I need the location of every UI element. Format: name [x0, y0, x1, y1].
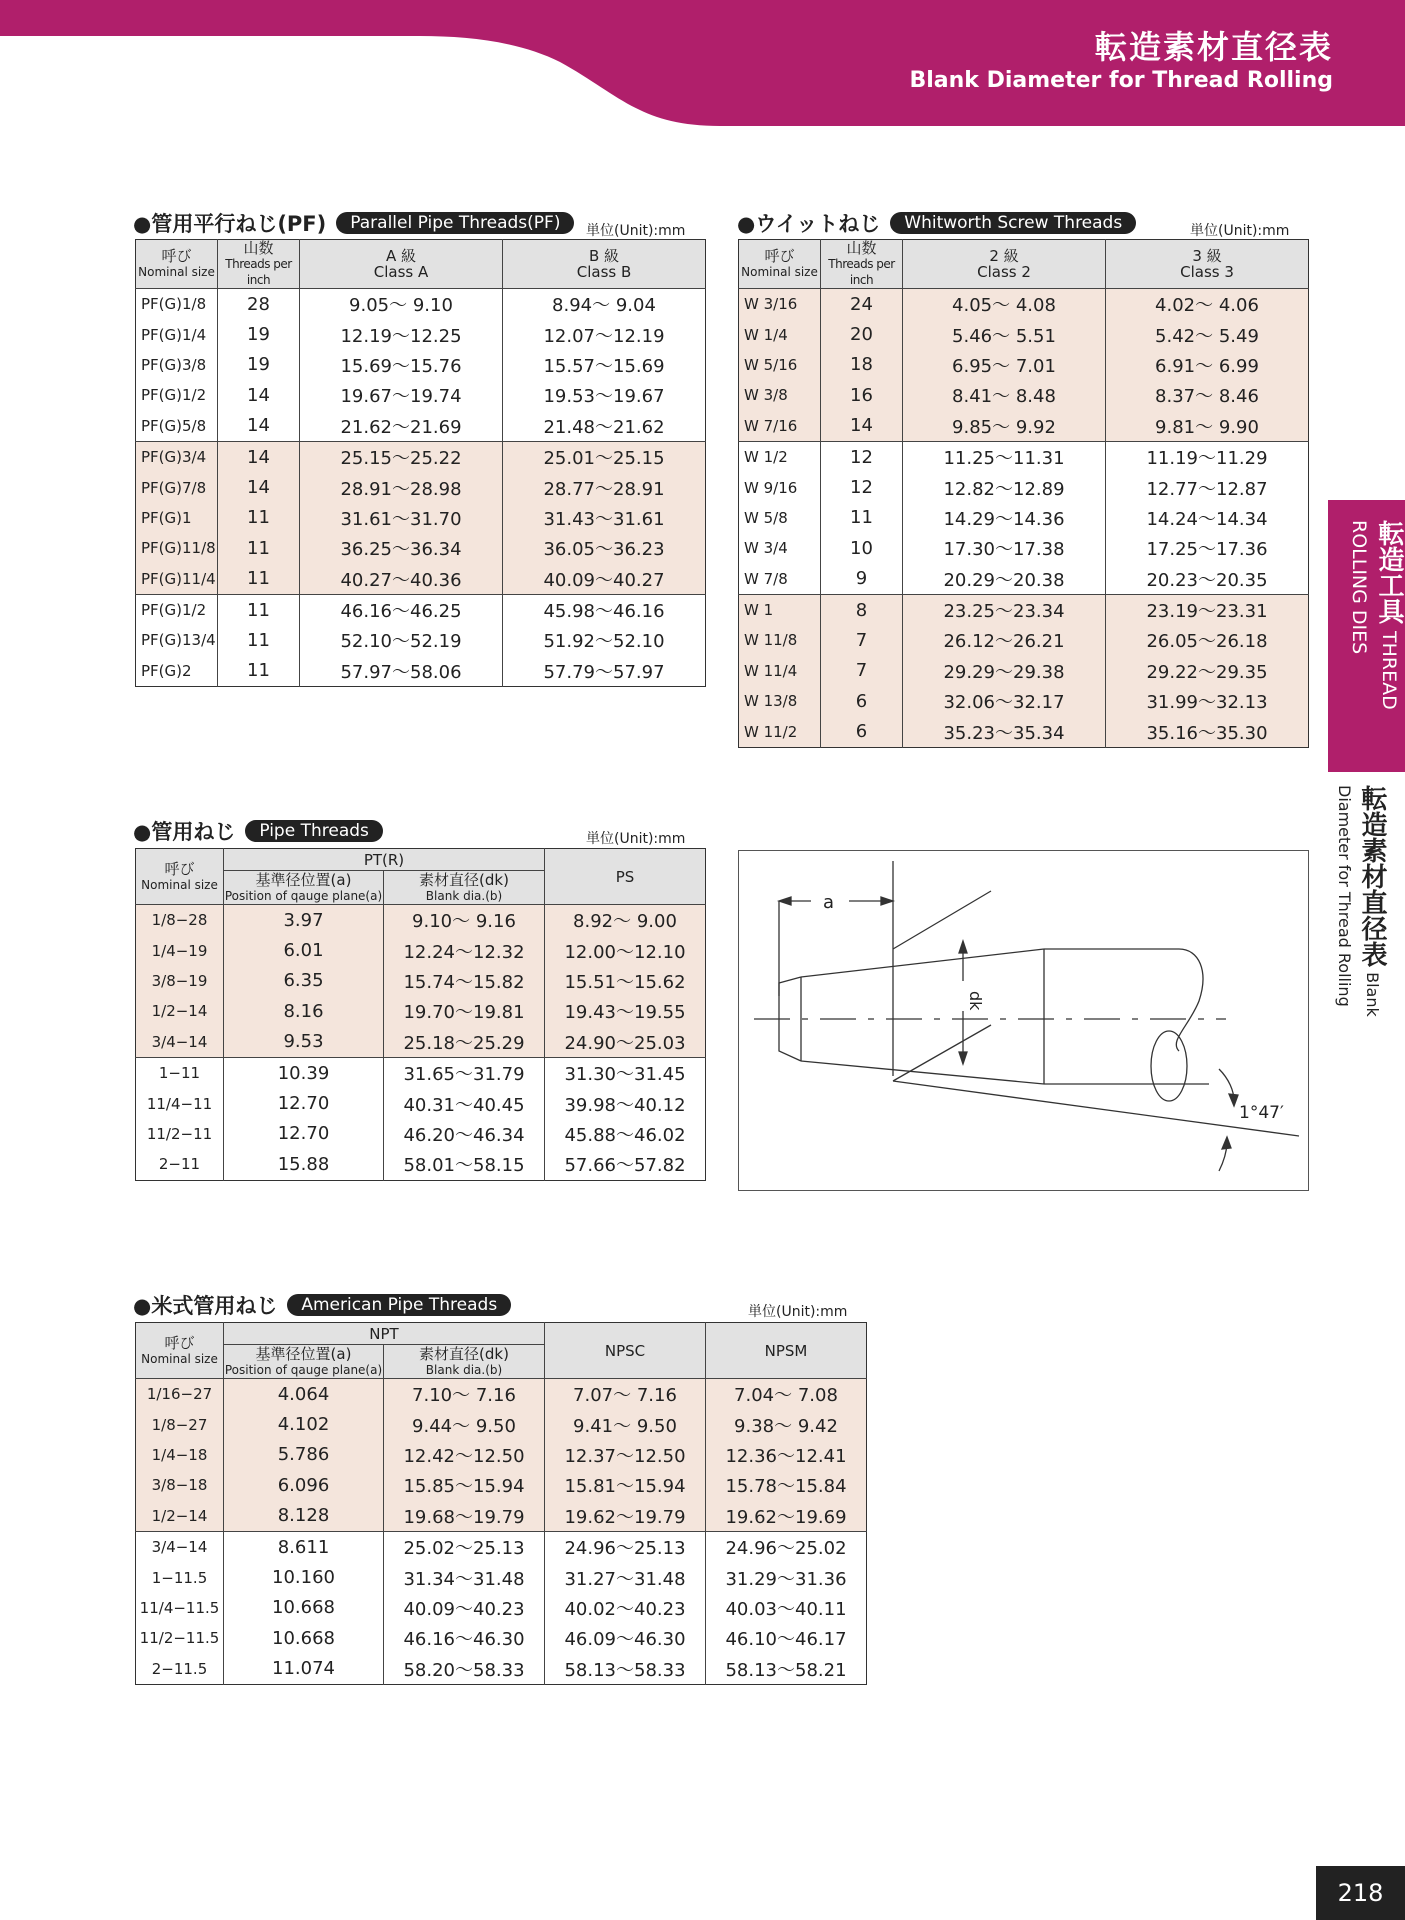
value-cell: 12.00～12.10 [545, 935, 706, 965]
nominal-cell: PF(G)11/8 [136, 533, 218, 563]
col-nominal: 呼び Nominal size [739, 240, 821, 289]
table-row [136, 319, 706, 349]
value-cell: 9.44～ 9.50 [384, 1409, 545, 1439]
nominal-cell: 11/4−11 [146, 1094, 213, 1113]
value-cell: 11.074 [224, 1654, 384, 1685]
whitworth-unit: 単位(Unit):mm [1190, 223, 1290, 239]
value-cell: 45.98～46.16 [503, 594, 706, 625]
table-row [739, 503, 1309, 533]
value-cell: 46.16～46.25 [300, 594, 503, 625]
nominal-cell: 1/4−18 [136, 1440, 224, 1470]
side-tab-en: THREAD ROLLING DIES [1348, 520, 1400, 710]
table-row [136, 380, 706, 410]
value-cell: 9.41～ 9.50 [545, 1409, 706, 1439]
nominal-cell: W 11/4 [739, 656, 821, 686]
value-cell: 12.82～12.89 [903, 472, 1106, 502]
side-label [1335, 785, 1391, 1045]
nominal-cell: W 1/2 [739, 441, 821, 472]
value-cell: 11 [218, 533, 300, 563]
value-cell: 21.48～21.62 [503, 411, 706, 442]
col-npsm: NPSM [706, 1323, 867, 1379]
value-cell: 8.41～ 8.48 [903, 380, 1106, 410]
value-cell: 24.96～25.13 [545, 1531, 706, 1562]
value-cell: 11.25～11.31 [903, 441, 1106, 472]
value-cell: 7.10～ 7.16 [384, 1379, 545, 1410]
page-title-jp: 転造素材直径表 [1094, 28, 1333, 66]
value-cell: 5.46～ 5.51 [903, 319, 1106, 349]
side-tab-text [1330, 520, 1404, 760]
table-row [136, 1562, 867, 1592]
nominal-cell: PF(G)3/4 [136, 441, 218, 472]
table-row [136, 472, 706, 502]
label-angle: 1°47′ [1239, 1103, 1284, 1123]
nominal-cell: W 7/8 [744, 569, 788, 588]
value-cell: 20 [821, 319, 903, 349]
nominal-cell: 1/16−27 [136, 1379, 224, 1410]
table-row [739, 716, 1309, 747]
value-cell: 4.064 [224, 1379, 384, 1410]
value-cell: 31.34～31.48 [384, 1562, 545, 1592]
value-cell: 31.29～31.36 [706, 1562, 867, 1592]
table-row [136, 441, 706, 472]
value-cell: 6.35 [224, 966, 384, 996]
table-row [136, 411, 706, 442]
table-row [136, 1119, 706, 1149]
col-npsc: NPSC [545, 1323, 706, 1379]
value-cell: 9 [821, 564, 903, 595]
value-cell: 46.10～46.17 [706, 1623, 867, 1653]
nominal-cell: PF(G)1/4 [141, 325, 207, 344]
pipe-table [135, 848, 706, 1181]
value-cell: 12.37～12.50 [545, 1440, 706, 1470]
value-cell: 58.13～58.21 [706, 1654, 867, 1685]
npt-heading-jp: ●米式管用ねじ [133, 1294, 278, 1318]
value-cell: 28.91～28.98 [300, 472, 503, 502]
table-row [739, 625, 1309, 655]
value-cell: 12 [821, 441, 903, 472]
value-cell: 46.20～46.34 [384, 1119, 545, 1149]
value-cell: 12.70 [224, 1119, 384, 1149]
value-cell: 29.22～29.35 [1106, 656, 1309, 686]
value-cell: 16 [821, 380, 903, 410]
nominal-cell: 1−11 [136, 1057, 224, 1088]
value-cell: 12.70 [224, 1088, 384, 1118]
value-cell: 29.29～29.38 [903, 656, 1106, 686]
value-cell: 9.85～ 9.92 [903, 411, 1106, 442]
npt-heading [133, 1292, 511, 1318]
value-cell: 32.06～32.17 [903, 686, 1106, 716]
nominal-cell: W 3/16 [739, 289, 821, 320]
pipe-heading-badge: Pipe Threads [245, 820, 383, 842]
value-cell: 24 [821, 289, 903, 320]
nominal-cell: W 11/2 [739, 716, 821, 747]
nominal-cell: PF(G)1 [136, 503, 218, 533]
value-cell: 15.51～15.62 [545, 966, 706, 996]
value-cell: 4.102 [224, 1409, 384, 1439]
col-class-2: 2 級 Class 2 [903, 240, 1106, 289]
table-row [739, 319, 1309, 349]
value-cell: 6.95～ 7.01 [903, 350, 1106, 380]
table-row [136, 1057, 706, 1088]
value-cell: 19.62～19.79 [545, 1501, 706, 1532]
nominal-cell: W 9/16 [744, 478, 798, 497]
value-cell: 19.53～19.67 [503, 380, 706, 410]
value-cell: 19.70～19.81 [384, 996, 545, 1026]
value-cell: 11 [218, 656, 300, 687]
table-row [136, 533, 706, 563]
value-cell: 12.07～12.19 [503, 319, 706, 349]
table-row [739, 564, 1309, 595]
taper-diagram [738, 850, 1309, 1191]
col-tpi: 山数 Threads per inch [821, 240, 903, 289]
table-row [739, 350, 1309, 380]
value-cell: 14 [218, 472, 300, 502]
value-cell: 19.67～19.74 [300, 380, 503, 410]
table-row [136, 1088, 706, 1118]
table-row [136, 289, 706, 320]
page-number: 218 [1316, 1866, 1405, 1920]
value-cell: 31.27～31.48 [545, 1562, 706, 1592]
value-cell: 4.02～ 4.06 [1106, 289, 1309, 320]
value-cell: 9.10～ 9.16 [384, 905, 545, 936]
value-cell: 17.30～17.38 [903, 533, 1106, 563]
nominal-cell: W 5/8 [744, 508, 788, 527]
value-cell: 31.65～31.79 [384, 1057, 545, 1088]
value-cell: 9.53 [224, 1027, 384, 1058]
value-cell: 19.62～19.69 [706, 1501, 867, 1532]
col-position: 基準径位置(a) Position of qauge plane(a) [224, 1344, 383, 1377]
value-cell: 14 [218, 380, 300, 410]
value-cell: 40.02～40.23 [545, 1593, 706, 1623]
side-tab-jp: 転造工具 [1374, 520, 1404, 624]
value-cell: 35.16～35.30 [1106, 716, 1309, 747]
nominal-cell: 11/2−11.5 [139, 1629, 220, 1648]
table-row [136, 1501, 867, 1532]
value-cell: 21.62～21.69 [300, 411, 503, 442]
table-row [136, 905, 706, 936]
value-cell: 51.92～52.10 [503, 625, 706, 655]
value-cell: 25.18～25.29 [384, 1027, 545, 1058]
nominal-cell: PF(G)1/2 [136, 594, 218, 625]
value-cell: 19.43～19.55 [545, 996, 706, 1026]
value-cell: 58.13～58.33 [545, 1654, 706, 1685]
value-cell: 31.61～31.70 [300, 503, 503, 533]
value-cell: 14.24～14.34 [1106, 503, 1309, 533]
table-row [136, 1654, 867, 1685]
value-cell: 8.611 [224, 1531, 384, 1562]
value-cell: 11 [218, 625, 300, 655]
value-cell: 12.36～12.41 [706, 1440, 867, 1470]
value-cell: 8.16 [224, 996, 384, 1026]
value-cell: 7.04～ 7.08 [706, 1379, 867, 1410]
label-a: a [823, 892, 835, 913]
value-cell: 19 [218, 319, 300, 349]
value-cell: 4.05～ 4.08 [903, 289, 1106, 320]
value-cell: 46.16～46.30 [384, 1623, 545, 1653]
value-cell: 15.78～15.84 [706, 1470, 867, 1500]
value-cell: 40.27～40.36 [300, 564, 503, 595]
table-row [136, 996, 706, 1026]
value-cell: 7 [821, 625, 903, 655]
value-cell: 52.10～52.19 [300, 625, 503, 655]
value-cell: 28 [218, 289, 300, 320]
table-row [136, 1149, 706, 1180]
value-cell: 19.68～19.79 [384, 1501, 545, 1532]
col-blank: 素材直径(dk) Blank dia.(b) [384, 871, 545, 905]
nominal-cell: 1/4−19 [136, 935, 224, 965]
col-nominal: 呼び Nominal size [136, 1323, 224, 1379]
table-row [739, 472, 1309, 502]
nominal-cell: 1/2−14 [136, 996, 224, 1026]
table-row [136, 1027, 706, 1058]
nominal-cell: W 11/8 [739, 625, 821, 655]
table-row [136, 1593, 867, 1623]
table-row [739, 594, 1309, 625]
value-cell: 18 [821, 350, 903, 380]
value-cell: 31.30～31.45 [545, 1057, 706, 1088]
whitworth-heading-jp: ●ウイットねじ [737, 212, 881, 236]
value-cell: 25.02～25.13 [384, 1531, 545, 1562]
col-class-a: A 級 Class A [300, 240, 503, 289]
value-cell: 12 [821, 472, 903, 502]
value-cell: 5.786 [224, 1440, 384, 1470]
table-row [136, 625, 706, 655]
value-cell: 58.01～58.15 [384, 1149, 545, 1180]
value-cell: 10.160 [224, 1562, 384, 1592]
value-cell: 25.01～25.15 [503, 441, 706, 472]
value-cell: 35.23～35.34 [903, 716, 1106, 747]
value-cell: 9.05～ 9.10 [300, 289, 503, 320]
value-cell: 24.90～25.03 [545, 1027, 706, 1058]
side-label-jp: 転造素材直径表 [1357, 785, 1387, 967]
nominal-cell: PF(G)7/8 [136, 472, 218, 502]
col-class-b: B 級 Class B [503, 240, 706, 289]
value-cell: 8.128 [224, 1501, 384, 1532]
taper-diagram-svg [739, 851, 1308, 1190]
value-cell: 11.19～11.29 [1106, 441, 1309, 472]
col-ps: PS [545, 849, 706, 905]
value-cell: 6 [821, 716, 903, 747]
pipe-unit: 単位(Unit):mm [586, 831, 686, 847]
value-cell: 8.94～ 9.04 [503, 289, 706, 320]
npt-heading-badge: American Pipe Threads [287, 1294, 511, 1316]
value-cell: 10 [821, 533, 903, 563]
table-row [739, 533, 1309, 563]
page-title-en: Blank Diameter for Thread Rolling [909, 68, 1333, 93]
value-cell: 17.25～17.36 [1106, 533, 1309, 563]
nominal-cell: PF(G)2 [141, 661, 192, 680]
nominal-cell: PF(G)5/8 [141, 416, 207, 435]
value-cell: 20.29～20.38 [903, 564, 1106, 595]
value-cell: 57.79～57.97 [503, 656, 706, 687]
value-cell: 9.38～ 9.42 [706, 1409, 867, 1439]
pf-heading-jp: ●管用平行ねじ(PF) [133, 212, 327, 236]
value-cell: 15.69～15.76 [300, 350, 503, 380]
value-cell: 7 [821, 656, 903, 686]
table-row [136, 564, 706, 595]
table-row [136, 1531, 867, 1562]
table-row [739, 441, 1309, 472]
nominal-cell: PF(G)11/4 [136, 564, 218, 595]
nominal-cell: PF(G)1/2 [141, 386, 207, 405]
table-row [739, 380, 1309, 410]
pf-unit: 単位(Unit):mm [586, 223, 686, 239]
pf-heading-badge: Parallel Pipe Threads(PF) [336, 212, 574, 234]
value-cell: 11 [821, 503, 903, 533]
value-cell: 6.91～ 6.99 [1106, 350, 1309, 380]
value-cell: 11 [218, 503, 300, 533]
nominal-cell: W 1 [739, 594, 821, 625]
table-row [136, 503, 706, 533]
nominal-cell: W 7/16 [739, 411, 821, 442]
col-nominal: 呼び Nominal size [136, 240, 218, 289]
value-cell: 45.88～46.02 [545, 1119, 706, 1149]
nominal-cell: 1/8−27 [136, 1409, 224, 1439]
value-cell: 14.29～14.36 [903, 503, 1106, 533]
nominal-cell: 1/8−28 [136, 905, 224, 936]
nominal-cell: 3/4−14 [136, 1027, 224, 1058]
value-cell: 40.09～40.23 [384, 1593, 545, 1623]
value-cell: 15.81～15.94 [545, 1470, 706, 1500]
value-cell: 24.96～25.02 [706, 1531, 867, 1562]
table-row [136, 1409, 867, 1439]
value-cell: 25.15～25.22 [300, 441, 503, 472]
value-cell: 14 [218, 441, 300, 472]
value-cell: 10.668 [224, 1623, 384, 1653]
pipe-heading-jp: ●管用ねじ [133, 820, 236, 844]
value-cell: 9.81～ 9.90 [1106, 411, 1309, 442]
value-cell: 12.77～12.87 [1106, 472, 1309, 502]
col-class-3: 3 級 Class 3 [1106, 240, 1309, 289]
value-cell: 39.98～40.12 [545, 1088, 706, 1118]
nominal-cell: 3/8−19 [136, 966, 224, 996]
value-cell: 6.096 [224, 1470, 384, 1500]
col-pt: PT(R) [224, 849, 545, 871]
pipe-heading [133, 818, 383, 844]
value-cell: 15.85～15.94 [384, 1470, 545, 1500]
col-blank: 素材直径(dk) Blank dia.(b) [384, 1345, 545, 1379]
side-label-en: Blank Diameter for Thread Rolling [1335, 785, 1382, 1017]
nominal-cell: 3/8−18 [136, 1470, 224, 1500]
value-cell: 23.25～23.34 [903, 594, 1106, 625]
col-tpi: 山数 Threads per inch [218, 240, 300, 289]
table-row [136, 935, 706, 965]
table-row [136, 966, 706, 996]
nominal-cell: W 1/4 [739, 319, 821, 349]
value-cell: 6.01 [224, 935, 384, 965]
value-cell: 14 [821, 411, 903, 442]
table-row [136, 594, 706, 625]
value-cell: 40.09～40.27 [503, 564, 706, 595]
value-cell: 11 [218, 594, 300, 625]
value-cell: 46.09～46.30 [545, 1623, 706, 1653]
nominal-cell: 11/2−11 [146, 1124, 213, 1143]
value-cell: 10.668 [224, 1593, 384, 1623]
value-cell: 11 [218, 564, 300, 595]
value-cell: 31.43～31.61 [503, 503, 706, 533]
pf-table [135, 239, 706, 687]
whitworth-table [738, 239, 1309, 748]
value-cell: 6 [821, 686, 903, 716]
value-cell: 36.05～36.23 [503, 533, 706, 563]
value-cell: 12.42～12.50 [384, 1440, 545, 1470]
value-cell: 8 [821, 594, 903, 625]
value-cell: 20.23～20.35 [1106, 564, 1309, 595]
value-cell: 28.77～28.91 [503, 472, 706, 502]
table-row [739, 656, 1309, 686]
value-cell: 8.37～ 8.46 [1106, 380, 1309, 410]
value-cell: 57.66～57.82 [545, 1149, 706, 1180]
table-row [136, 1470, 867, 1500]
table-row [739, 686, 1309, 716]
nominal-cell: W 3/4 [744, 539, 788, 558]
nominal-cell: PF(G)3/8 [141, 355, 207, 374]
value-cell: 7.07～ 7.16 [545, 1379, 706, 1410]
nominal-cell: 2−11 [158, 1155, 201, 1174]
nominal-cell: 1−11.5 [151, 1568, 208, 1587]
nominal-cell: PF(G)13/4 [141, 631, 216, 650]
value-cell: 15.57～15.69 [503, 350, 706, 380]
nominal-cell: 2−11.5 [151, 1659, 208, 1678]
npt-table [135, 1322, 867, 1685]
pf-heading [133, 210, 574, 236]
table-row [739, 289, 1309, 320]
value-cell: 12.19～12.25 [300, 319, 503, 349]
value-cell: 23.19～23.31 [1106, 594, 1309, 625]
npt-unit: 単位(Unit):mm [748, 1304, 848, 1320]
table-row [136, 1379, 867, 1410]
nominal-cell: 3/4−14 [136, 1531, 224, 1562]
value-cell: 19 [218, 350, 300, 380]
table-row [136, 1440, 867, 1470]
value-cell: 36.25～36.34 [300, 533, 503, 563]
whitworth-heading [737, 210, 1136, 236]
value-cell: 3.97 [224, 905, 384, 936]
nominal-cell: W 3/8 [739, 380, 821, 410]
table-row [136, 1623, 867, 1653]
whitworth-heading-badge: Whitworth Screw Threads [890, 212, 1136, 234]
value-cell: 15.88 [224, 1149, 384, 1180]
col-position: 基準径位置(a) Position of qauge plane(a) [224, 870, 383, 903]
value-cell: 14 [218, 411, 300, 442]
value-cell: 12.24～12.32 [384, 935, 545, 965]
nominal-cell: 1/2−14 [136, 1501, 224, 1532]
value-cell: 40.03～40.11 [706, 1593, 867, 1623]
value-cell: 8.92～ 9.00 [545, 905, 706, 936]
table-row [136, 656, 706, 687]
value-cell: 26.05～26.18 [1106, 625, 1309, 655]
value-cell: 31.99～32.13 [1106, 686, 1309, 716]
value-cell: 10.39 [224, 1057, 384, 1088]
value-cell: 58.20～58.33 [384, 1654, 545, 1685]
col-npt: NPT [224, 1323, 545, 1345]
value-cell: 5.42～ 5.49 [1106, 319, 1309, 349]
nominal-cell: 11/4−11.5 [139, 1598, 220, 1617]
table-row [136, 350, 706, 380]
nominal-cell: PF(G)1/8 [141, 295, 207, 314]
label-dk: dk [966, 991, 985, 1011]
nominal-cell: W 5/16 [739, 350, 821, 380]
table-row [739, 411, 1309, 442]
value-cell: 40.31～40.45 [384, 1088, 545, 1118]
value-cell: 57.97～58.06 [300, 656, 503, 687]
col-nominal: 呼び Nominal size [136, 849, 224, 905]
value-cell: 15.74～15.82 [384, 966, 545, 996]
nominal-cell: W 13/8 [739, 686, 821, 716]
value-cell: 26.12～26.21 [903, 625, 1106, 655]
